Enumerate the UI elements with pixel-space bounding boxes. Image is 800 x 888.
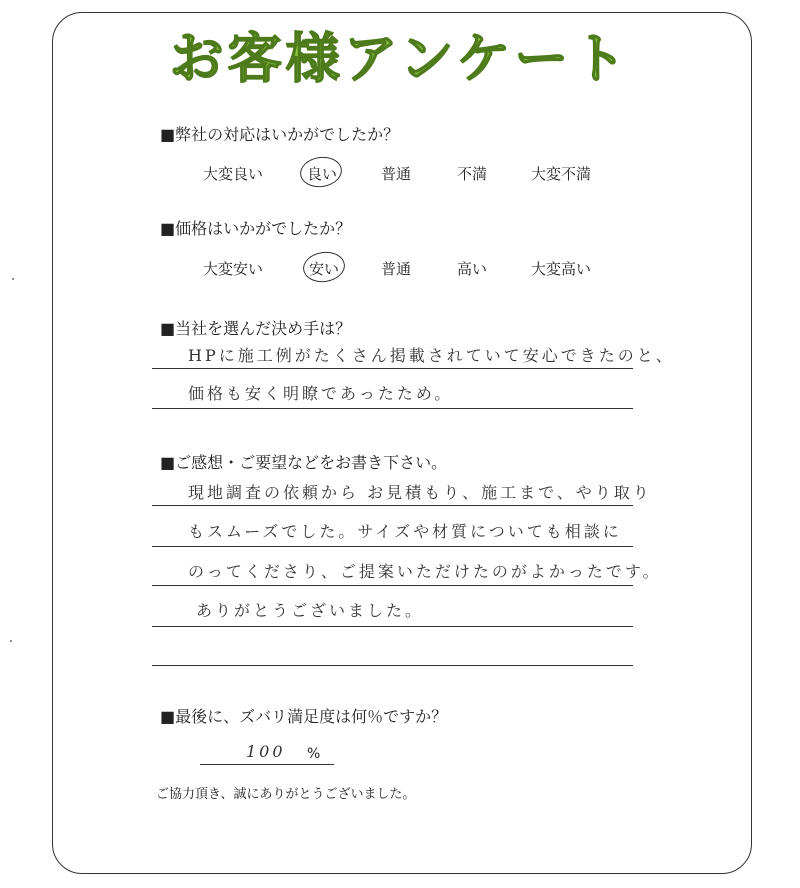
q2-option-very-expensive[interactable]: 大変高い: [531, 260, 592, 278]
q1-option-normal[interactable]: 普通: [381, 165, 412, 183]
satisfaction-underline: [200, 764, 334, 765]
q1-option-very-unsatisfied[interactable]: 大変不満: [531, 165, 592, 183]
q1-option-good[interactable]: 良い: [307, 165, 338, 183]
q1-option-very-good[interactable]: 大変良い: [203, 165, 264, 183]
q2-option-normal[interactable]: 普通: [381, 260, 412, 278]
q4-rule-2: [152, 546, 633, 547]
question-5-label: ■最後に、ズバリ満足度は何％ですか？: [160, 707, 448, 726]
scan-speck: [12, 278, 14, 280]
q2-option-very-cheap[interactable]: 大変安い: [203, 260, 264, 278]
q4-rule-4: [152, 626, 633, 627]
q4-answer-line-2: もスムーズでした。サイズや材質についても相談に: [188, 522, 622, 541]
q4-answer-line-1: 現地調査の依頼から お見積もり、施工まで、やり取り: [188, 483, 652, 502]
q2-option-expensive[interactable]: 高い: [457, 260, 488, 278]
form-frame: [52, 12, 752, 874]
q4-rule-5: [152, 665, 633, 666]
scan-speck: [10, 640, 12, 642]
q3-answer-line-2: 価格も安く明瞭であったため。: [188, 384, 454, 403]
q4-rule-3: [152, 585, 633, 586]
q3-rule-1: [152, 368, 633, 369]
page-title: お客様アンケート: [169, 27, 631, 90]
q4-rule-1: [152, 505, 633, 506]
question-4-label: ■ご感想・ご要望などをお書き下さい。: [160, 453, 448, 472]
q2-option-cheap[interactable]: 安い: [309, 260, 340, 278]
question-3-label: ■当社を選んだ決め手は？: [160, 319, 352, 338]
q4-answer-line-4: ありがとうございました。: [196, 601, 425, 620]
q3-rule-2: [152, 408, 633, 409]
satisfaction-value: 100: [246, 742, 286, 761]
q1-option-unsatisfied[interactable]: 不満: [457, 165, 488, 183]
question-2-label: ■価格はいかがでしたか？: [160, 219, 352, 238]
q4-answer-line-3: のってくださり、ご提案いただけたのがよかったです。: [188, 562, 662, 581]
satisfaction-unit: %: [307, 746, 321, 762]
q3-answer-line-1: HPに施工例がたくさん掲載されていて安心できたのと、: [188, 346, 675, 365]
question-1-label: ■弊社の対応はいかがでしたか？: [160, 125, 400, 144]
footer-thanks: ご協力頂き、誠にありがとうございました。: [156, 787, 416, 802]
